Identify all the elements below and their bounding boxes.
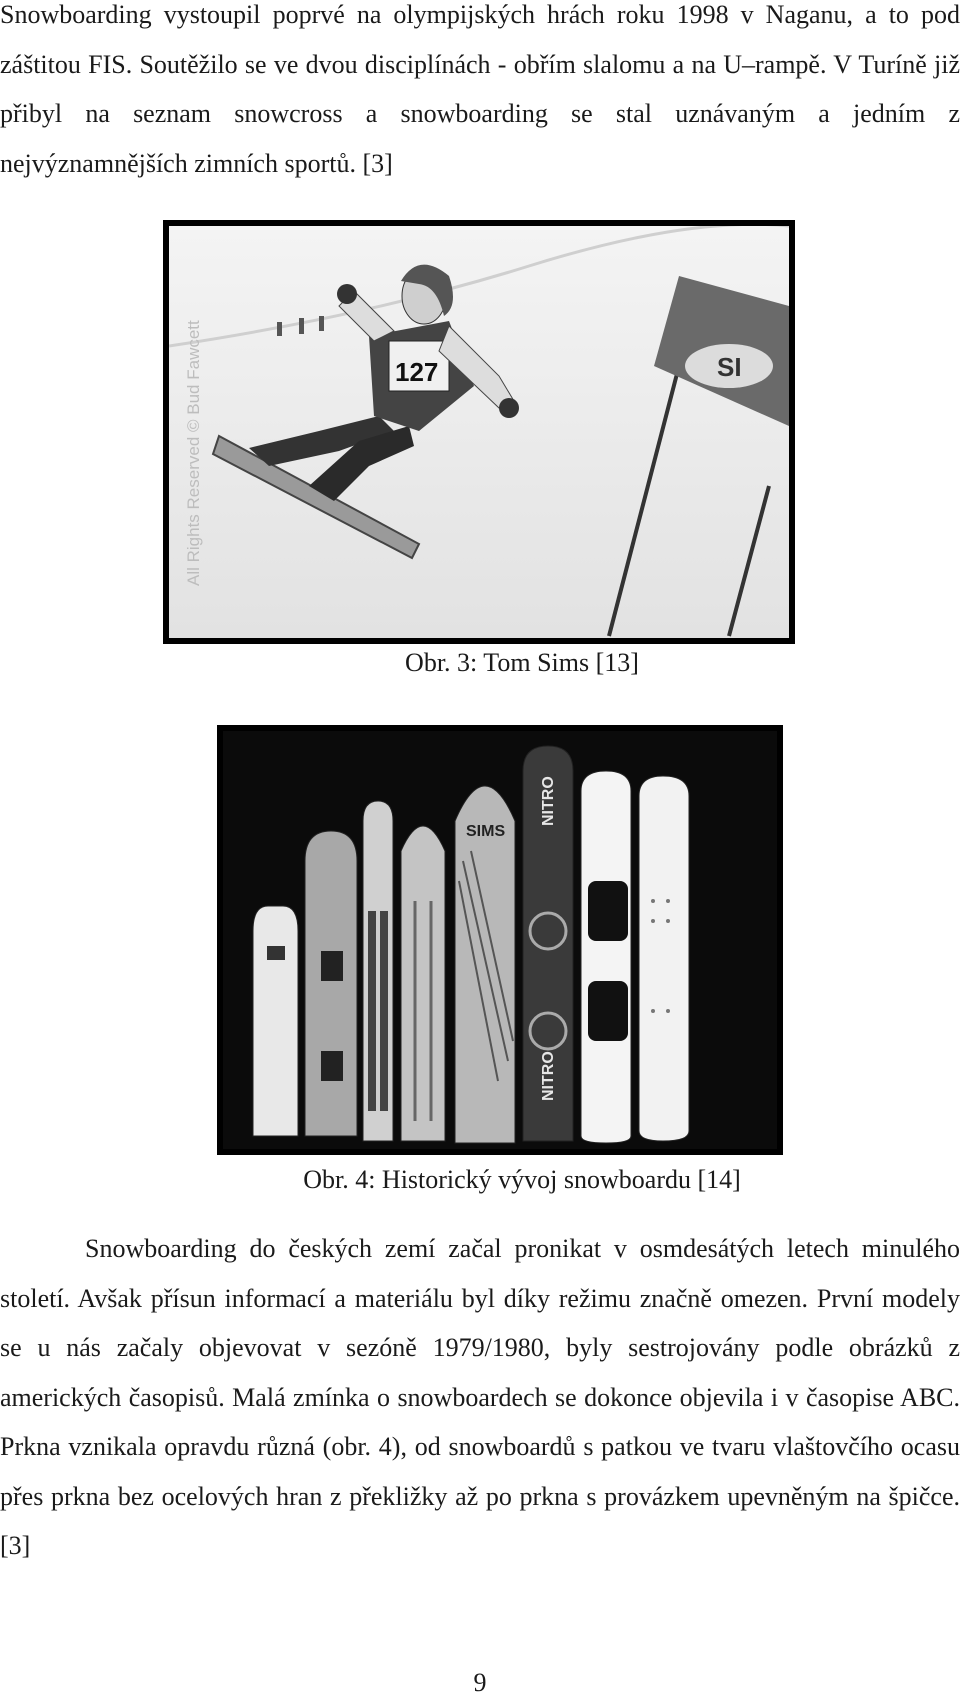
figure-4-caption: Obr. 4: Historický vývoj snowboardu [14] [303,1165,741,1194]
board-2 [305,831,357,1136]
board-7 [581,771,631,1143]
bib-number: 127 [395,357,439,387]
board-4 [401,826,445,1141]
figure-snowboard-history-photo [217,725,783,1155]
paragraph-czech-history: Snowboarding do českých zemí začal pronikat v osmdesátých letech minulého století. Avšak přísun informací a materiálu byl díky režimu značně omezen. První modely se u nás začaly objevovat v sezóně 1979/1980, byly sestrojovány podle obrázků z amerických časopisů. Malá zmínka o snowboardech se dokonce objevila i v časopise ABC. Prkna vznikala opravdu různá (obr. 4), od snowboardů s patkou ve tvaru vlaštovčího ocasu přes prkna bez ocelových hran z překližky až po prkna s provázkem upevněným na špičce. [3] [0,1234,960,1560]
board-8 [639,776,689,1141]
board-1 [253,906,298,1136]
sims-label: SIMS [466,823,506,840]
paragraph-olympics: Snowboarding vystoupil poprvé na olympijských hrách roku 1998 v Naganu, a to pod záštitou FIS. Soutěžilo se ve dvou disciplínách - obřím slalomu a na U–rampě. V Turíně již přibyl na seznam snowcross a snowboarding se stal uznávaným a jedním z nejvýznamnějších zimních sportů. [3] [0,0,960,178]
flag-text: SI [717,352,742,382]
figure-3-caption: Obr. 3: Tom Sims [13] [405,648,639,677]
board-3 [363,801,393,1141]
page-number: 9 [473,1668,487,1697]
nitro-label-top: NITRO [540,776,557,826]
figure-tom-sims-photo [163,220,795,644]
photo-watermark: All Rights Reserved © Bud Fawcett [184,320,203,586]
nitro-label-bottom: NITRO [540,1051,557,1101]
